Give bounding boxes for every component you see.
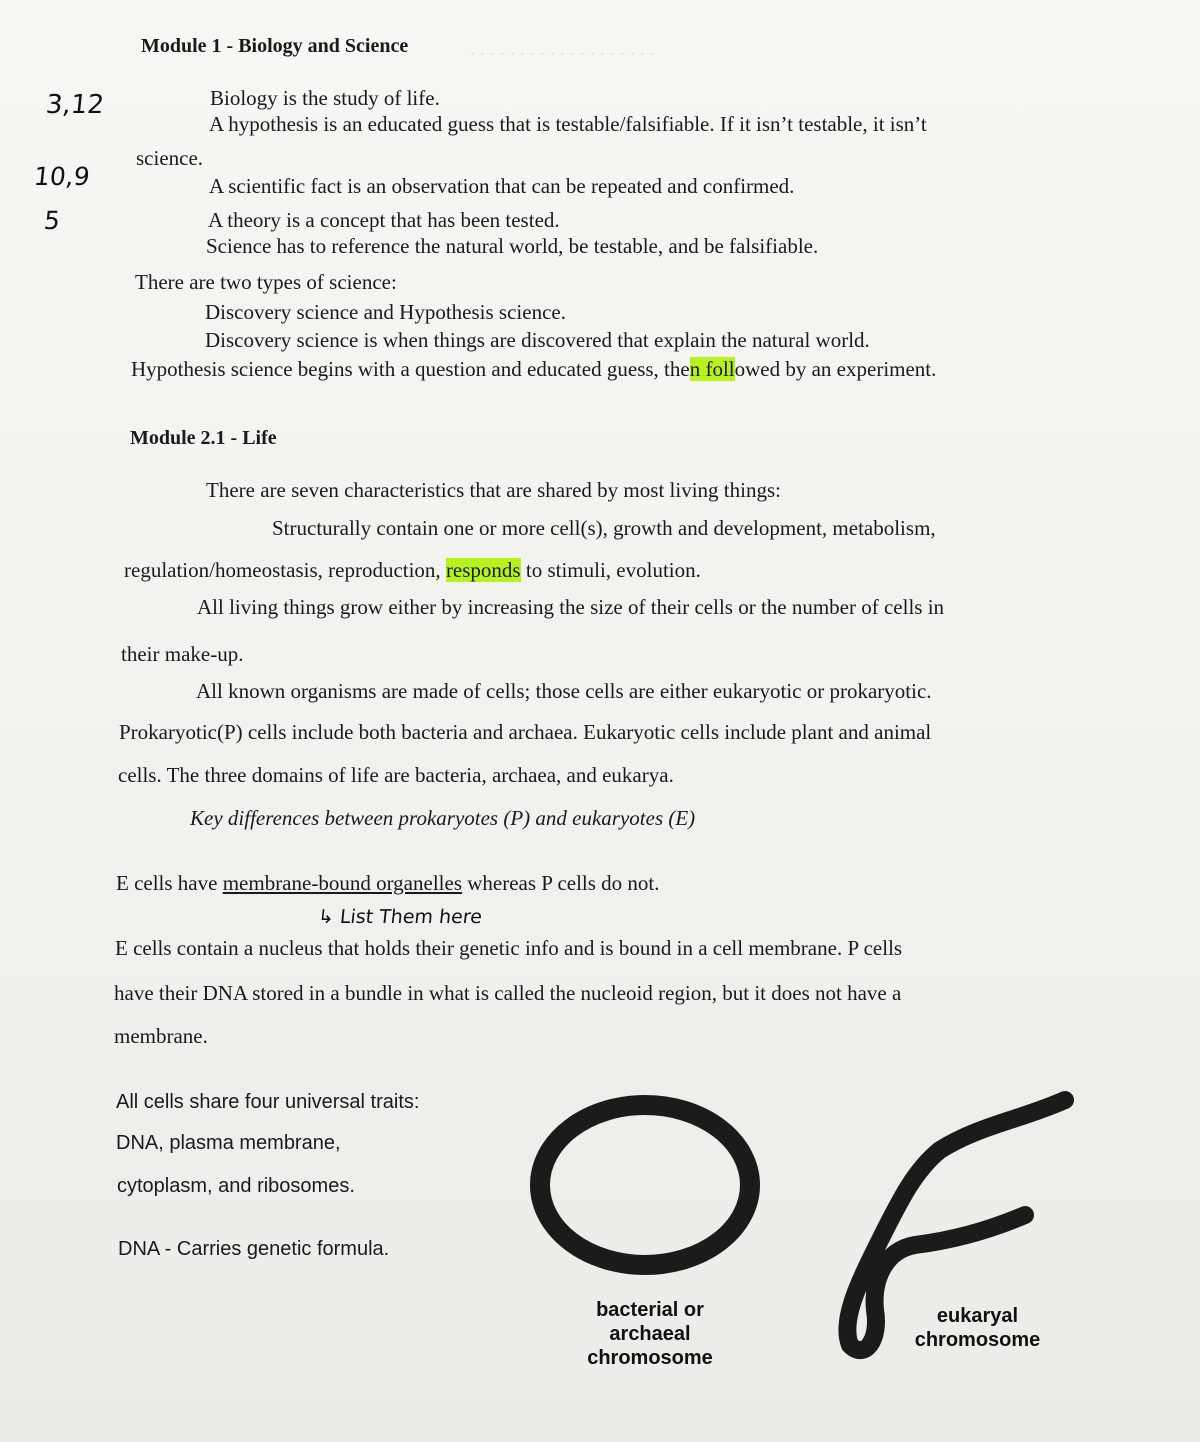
- module2-organisms-line1: All known organisms are made of cells; those cells are either eukaryotic or prokaryotic.: [196, 679, 932, 703]
- module2-e-cells-line: E cells have membrane-bound organelles whereas P cells do not.: [116, 871, 660, 895]
- module2-growth-line2: their make-up.: [121, 642, 244, 666]
- module2-intro: There are seven characteristics that are shared by most living things:: [206, 478, 781, 502]
- bacterial-chromosome-illustration: [520, 1090, 780, 1290]
- module1-line-biology: Biology is the study of life.: [210, 86, 440, 110]
- module1-line-science: science.: [136, 146, 204, 170]
- module1-line-fact: A scientific fact is an observation that can be repeated and confirmed.: [209, 174, 795, 198]
- traits-line1: All cells share four universal traits:: [116, 1091, 420, 1113]
- module2-heading: Module 2.1 - Life: [130, 427, 277, 449]
- bleed-through-text: . . . . . . . . . . . . . . . . . . .: [470, 38, 655, 60]
- traits-line3: cytoplasm, and ribosomes.: [117, 1175, 355, 1197]
- handwritten-note-list-them: ↳ List Them here: [316, 906, 484, 928]
- module2-characteristics-line2: regulation/homeostasis, reproduction, responds to stimuli, evolution.: [124, 558, 701, 582]
- module2-organisms-line3: cells. The three domains of life are bacteria, archaea, and eukarya.: [118, 763, 674, 787]
- highlighted-text: responds: [445, 558, 521, 582]
- module2-growth-line1: All living things grow either by increasing the size of their cells or the number of cells in: [197, 595, 945, 619]
- module2-key-differences: Key differences between prokaryotes (P) and eukaryotes (E): [190, 806, 696, 830]
- module2-nucleus-line2: have their DNA stored in a bundle in what is called the nucleoid region, but it does not have a: [114, 981, 902, 1005]
- module1-line-discovery-def: Discovery science is when things are discovered that explain the natural world.: [205, 328, 870, 352]
- module2-organisms-line2: Prokaryotic(P) cells include both bacteria and archaea. Eukaryotic cells include plant and animal: [119, 720, 932, 744]
- module2-nucleus-line3: membrane.: [114, 1024, 208, 1048]
- eukaryal-chromosome-caption: eukaryal chromosome: [914, 1305, 1041, 1351]
- module2-characteristics-line1: Structurally contain one or more cell(s), growth and development, metabolism,: [272, 516, 936, 540]
- module1-line-discovery-hypothesis: Discovery science and Hypothesis science.: [205, 300, 566, 324]
- module1-line-theory: A theory is a concept that has been tested.: [208, 208, 560, 232]
- underlined-text: membrane-bound organelles: [222, 871, 462, 895]
- margin-note-2: 10,9: [32, 162, 92, 191]
- highlighted-text: n foll: [689, 357, 735, 381]
- module1-line-reference: Science has to reference the natural world, be testable, and be falsifiable.: [206, 234, 819, 258]
- module1-heading: Module 1 - Biology and Science: [141, 35, 409, 57]
- module1-line-two-types: There are two types of science:: [135, 270, 397, 294]
- dna-definition: DNA - Carries genetic formula.: [118, 1238, 390, 1260]
- margin-note-3: 5: [42, 206, 62, 235]
- bacterial-chromosome-caption: bacterial or archaeal chromosome: [587, 1299, 713, 1369]
- module1-line-hypothesis-science: Hypothesis science begins with a question and educated guess, then followed by an experiment.: [131, 357, 937, 381]
- module2-nucleus-line1: E cells contain a nucleus that holds their genetic info and is bound in a cell membrane. P cells: [115, 936, 903, 960]
- traits-line2: DNA, plasma membrane,: [116, 1132, 341, 1154]
- module1-line-hypothesis: A hypothesis is an educated guess that is testable/falsifiable. If it isn’t testable, it isn’t: [209, 112, 927, 136]
- margin-note-1: 3,12: [44, 90, 106, 120]
